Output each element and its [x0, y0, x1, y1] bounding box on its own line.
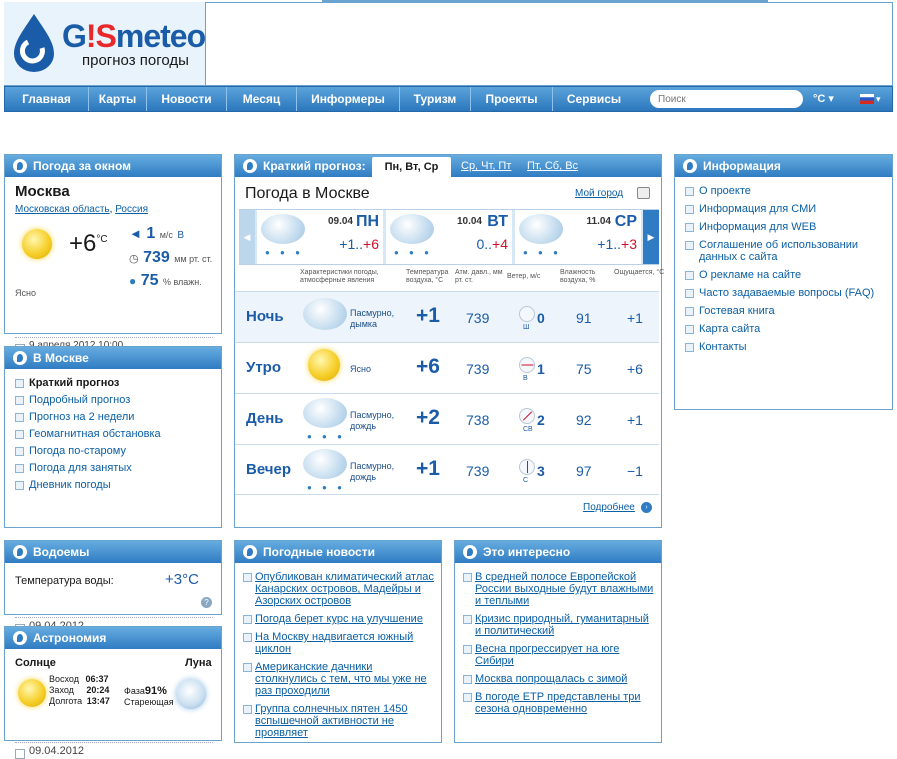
list-item: [15, 428, 161, 440]
info-link[interactable]: Карта сайта: [699, 323, 761, 335]
wind-direction: С: [523, 477, 529, 484]
news-item: [463, 571, 655, 607]
astronomy-header: Астрономия: [5, 627, 221, 649]
sun-label: Солнце: [15, 657, 56, 669]
forecast-row: [235, 291, 659, 342]
in-city-link[interactable]: Геомагнитная обстановка: [29, 428, 161, 440]
gismeteo-drop-icon: [243, 545, 257, 559]
weather-desc: Пасмурно, дымка: [350, 308, 395, 329]
row-humidity: 91: [576, 310, 592, 326]
row-pressure: 739: [466, 310, 490, 326]
nav-item-maps[interactable]: Карты: [89, 87, 147, 111]
search-input[interactable]: [650, 90, 803, 108]
day-date: 11.04: [586, 216, 611, 227]
row-temp: +1: [416, 457, 440, 480]
moon-icon: [176, 679, 206, 709]
news-link[interactable]: Кризис природный, гуманитарный и политический: [475, 613, 649, 637]
humidity-line: ● 75 % влажн.: [129, 272, 202, 289]
info-link[interactable]: Часто задаваемые вопросы (FAQ): [699, 287, 875, 299]
cloud-fog-icon: [303, 298, 347, 330]
news-link[interactable]: Весна прогрессирует на юге Сибири: [475, 643, 620, 667]
water-temp-label: Температура воды:: [15, 575, 114, 587]
forecast-panel: [234, 154, 665, 528]
list-item: [685, 305, 885, 317]
time-of-day: Утро: [246, 359, 282, 376]
news-link[interactable]: В средней полосе Европейской России выходные будут влажными и теплыми: [475, 571, 654, 607]
info-panel: [674, 154, 893, 410]
tab-fri-sat-sun[interactable]: Пт, Сб, Вс: [527, 160, 579, 172]
moon-phase-label: Фаза91%: [124, 685, 167, 697]
gismeteo-drop-icon: [243, 159, 257, 173]
list-item: [685, 269, 885, 281]
day-card[interactable]: [386, 210, 512, 264]
interesting-header: Это интересно: [455, 541, 661, 563]
row-wind: 0: [537, 310, 545, 326]
water-header: Водоемы: [5, 541, 221, 563]
nav-item-projects[interactable]: Проекты: [471, 87, 553, 111]
weather-news-header: Погодные новости: [235, 541, 441, 563]
humidity-drop-icon: ●: [129, 274, 137, 288]
day-name: ПН: [355, 213, 379, 230]
list-item: [15, 445, 161, 457]
gismeteo-drop-icon: [13, 631, 27, 645]
info-list: [685, 185, 885, 359]
row-wind: 2: [537, 412, 545, 428]
info-header: Информация: [675, 155, 892, 177]
row-feels: +1: [627, 310, 643, 326]
row-humidity: 97: [576, 463, 592, 479]
wind-direction: СВ: [523, 426, 533, 433]
day-range: +1..+6: [339, 236, 379, 252]
row-feels: +6: [627, 361, 643, 377]
gismeteo-drop-icon: [13, 545, 27, 559]
cloud-rain-icon: [303, 449, 347, 479]
russia-flag-icon[interactable]: [860, 94, 874, 104]
country-link[interactable]: Россия: [115, 204, 148, 215]
drop-logo-icon: [12, 12, 56, 74]
day-name: СР: [614, 213, 637, 230]
prev-days-button[interactable]: ◀: [239, 210, 255, 264]
wind-calm-icon: [519, 306, 535, 322]
info-link[interactable]: Информация для WEB: [699, 221, 817, 233]
rain-drops-icon: ● ● ●: [394, 248, 433, 257]
time-of-day: Ночь: [246, 308, 284, 325]
nav-item-tourism[interactable]: Туризм: [400, 87, 471, 111]
row-feels: −1: [627, 463, 643, 479]
news-item: [243, 631, 435, 655]
water-panel: [4, 540, 222, 615]
column-header: Ощущается, °C: [614, 269, 665, 276]
nav-item-services[interactable]: Сервисы: [566, 92, 622, 106]
list-item: [685, 239, 885, 263]
weather-desc: Ясно: [350, 364, 371, 374]
forecast-title: Погода в Москве: [245, 185, 370, 202]
news-link[interactable]: На Москву надвигается южный циклон: [255, 631, 414, 655]
logo[interactable]: [4, 2, 206, 85]
day-date: 10.04: [456, 216, 482, 227]
row-pressure: 739: [466, 361, 490, 377]
info-link[interactable]: Соглашение об использовании данных с сайта: [699, 239, 859, 263]
sunny-icon: [22, 229, 52, 259]
rain-drops-icon: ● ● ●: [523, 248, 562, 257]
weather-desc: Пасмурно, дождь: [350, 461, 395, 482]
in-city-list: [15, 377, 161, 496]
news-item: [243, 661, 435, 697]
pressure-line: ◷ 739 мм рт. ст.: [129, 249, 213, 266]
gismeteo-drop-icon: [683, 159, 697, 173]
region-link[interactable]: Московская область: [15, 204, 110, 215]
moon-phase-name: Стареющая: [124, 697, 174, 707]
info-link[interactable]: Информация для СМИ: [699, 203, 817, 215]
tab-mon-tue-wed[interactable]: Пн, Вт, Ср: [372, 157, 451, 177]
cloud-rain-icon: [261, 214, 305, 244]
row-temp: +1: [416, 304, 440, 327]
nav-item-informers[interactable]: Информеры: [297, 87, 400, 111]
day-range: +1..+3: [597, 236, 637, 252]
cloud-rain-icon: [519, 214, 563, 244]
gismeteo-drop-icon: [13, 159, 27, 173]
wind-direction-icon: [519, 459, 535, 475]
gismeteo-drop-icon: [13, 351, 27, 365]
print-icon[interactable]: [637, 187, 650, 199]
column-header: Ветер, м/с: [507, 273, 541, 280]
more-link[interactable]: Подробнее: [583, 502, 635, 513]
news-link[interactable]: Погода берет курс на улучшение: [255, 613, 423, 625]
list-item: [685, 341, 885, 353]
news-item: [243, 703, 435, 739]
day-card[interactable]: [515, 210, 641, 264]
next-days-button[interactable]: ▶: [643, 210, 659, 264]
forecast-header: Краткий прогноз:: [235, 155, 661, 177]
column-header: Температура воздуха, °C: [406, 269, 449, 284]
language-dropdown[interactable]: ▾: [876, 94, 881, 104]
current-temp: $+6^{^\circ C}$: [69, 230, 108, 257]
news-item: [463, 613, 655, 637]
help-icon[interactable]: ?: [201, 597, 212, 608]
day-card[interactable]: [257, 210, 383, 264]
wind-direction-icon: [519, 408, 535, 424]
info-link[interactable]: О рекламе на сайте: [699, 269, 802, 281]
news-link[interactable]: Группа солнечных пятен 1450 вспышечной активности не проявляет: [255, 703, 408, 739]
moon-label: Луна: [185, 657, 212, 669]
in-city-link[interactable]: Краткий прогноз: [29, 377, 120, 389]
water-temp-value: +3°C: [165, 571, 199, 588]
forecast-row: [235, 342, 659, 393]
in-city-link[interactable]: Дневник погоды: [29, 479, 111, 491]
gismeteo-drop-icon: [463, 545, 477, 559]
current-weather-panel: [4, 154, 222, 334]
in-city-link[interactable]: Погода по-старому: [29, 445, 126, 457]
forecast-row: [235, 393, 659, 444]
row-wind: 1: [537, 361, 545, 377]
weather-desc: Пасмурно, дождь: [350, 410, 395, 431]
in-city-link[interactable]: Подробный прогноз: [29, 394, 131, 406]
list-item: [15, 479, 161, 491]
sunny-icon: [308, 349, 340, 381]
row-humidity: 92: [576, 412, 592, 428]
info-link[interactable]: Контакты: [699, 341, 747, 353]
chevron-right-icon[interactable]: ›: [641, 502, 652, 513]
row-pressure: 739: [466, 463, 490, 479]
region-line: Московская область, Россия: [15, 204, 148, 215]
sun-times: Восход 06:37 Заход 20:24 Долгота 13:47: [49, 674, 110, 706]
in-city-panel: [4, 346, 222, 528]
brand-name: G!Smeteo: [62, 18, 206, 54]
news-link[interactable]: Опубликован климатический атлас Канарских островов, Мадейры и Азорских островов: [255, 571, 434, 607]
in-city-header: В Москве: [5, 347, 221, 369]
forecast-row: [235, 444, 659, 495]
tab-wed-thu-fri[interactable]: Ср, Чт, Пт: [461, 160, 512, 172]
news-item: [463, 691, 655, 715]
news-link[interactable]: В погоде ЕТР представлены три сезона одновременно: [475, 691, 641, 715]
list-item: [15, 394, 161, 406]
list-item: [685, 185, 885, 197]
info-link[interactable]: Гостевая книга: [699, 305, 775, 317]
row-temp: +6: [416, 355, 440, 378]
list-item: [685, 221, 885, 233]
cloud-rain-icon: [390, 214, 434, 244]
rain-drops-icon: ● ● ●: [307, 432, 346, 441]
list-item: [15, 462, 161, 474]
time-of-day: Вечер: [246, 461, 292, 478]
news-link[interactable]: Американские дачники столкнулись с тем, что мы уже не раз проходили: [255, 661, 427, 697]
main-nav: [4, 86, 893, 112]
my-city-link[interactable]: Мой город: [575, 188, 624, 199]
row-pressure: 738: [466, 412, 490, 428]
list-item: [685, 323, 885, 335]
news-link[interactable]: Москва попрощалась с зимой: [475, 673, 628, 685]
astronomy-date: 09.04.2012: [15, 742, 213, 758]
info-link[interactable]: О проекте: [699, 185, 751, 197]
column-header: Характеристики погоды, атмосферные явления: [300, 269, 379, 284]
row-temp: +2: [416, 406, 440, 429]
rain-drops-icon: ● ● ●: [307, 483, 346, 492]
in-city-link[interactable]: Прогноз на 2 недели: [29, 411, 135, 423]
news-item: [243, 571, 435, 607]
news-item: [463, 643, 655, 667]
cloud-rain-icon: [303, 398, 347, 428]
news-item: [243, 613, 435, 625]
wind-direction-icon: [519, 357, 535, 373]
sun-icon: [18, 679, 46, 707]
forecast-column-headers: [239, 267, 665, 291]
weather-news-panel: [234, 540, 442, 743]
row-wind: 3: [537, 463, 545, 479]
unit-selector[interactable]: °C ▾: [813, 93, 834, 105]
wind-arrow-icon: ◄: [129, 226, 142, 241]
news-list: [243, 571, 435, 745]
day-date: 09.04: [327, 216, 353, 227]
wind-line: ◄ 1 м/с В: [129, 225, 185, 242]
brand-subtitle: прогноз погоды: [82, 52, 189, 69]
astronomy-panel: [4, 626, 222, 757]
list-item: [685, 287, 885, 299]
row-feels: +1: [627, 412, 643, 428]
pressure-gauge-icon: ◷: [129, 253, 139, 265]
list-item: [685, 203, 885, 215]
time-of-day: День: [246, 410, 284, 427]
day-range: 0..+4: [476, 236, 508, 252]
wind-direction: Ш: [523, 324, 530, 331]
list-item: [15, 377, 161, 389]
rain-drops-icon: ● ● ●: [265, 248, 304, 257]
condition-text: Ясно: [15, 288, 36, 298]
day-name: ВТ: [487, 213, 508, 230]
wind-direction: В: [523, 375, 528, 382]
column-header: Атм. давл., мм рт. ст.: [455, 269, 503, 284]
list-item: [15, 411, 161, 423]
interesting-panel: [454, 540, 662, 743]
nav-item-home[interactable]: Главная: [5, 87, 89, 111]
nav-item-month[interactable]: Месяц: [227, 87, 297, 111]
current-weather-header: Погода за окном: [5, 155, 221, 177]
column-header: Влажность воздуха, %: [560, 269, 596, 284]
nav-item-news[interactable]: Новости: [147, 87, 227, 111]
row-humidity: 75: [576, 361, 592, 377]
city-name: Москва: [15, 183, 70, 200]
interesting-list: [463, 571, 655, 721]
in-city-link[interactable]: Погода для занятых: [29, 462, 132, 474]
news-item: [463, 673, 655, 685]
